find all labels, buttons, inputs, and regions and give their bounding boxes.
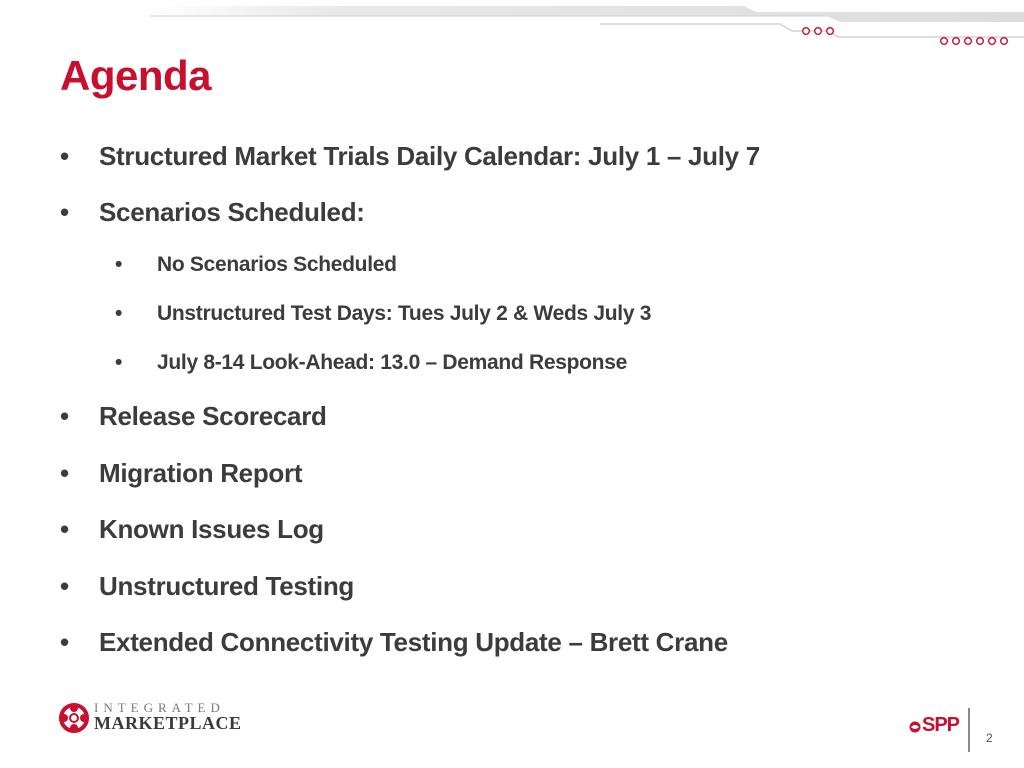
agenda-subitem-text: Unstructured Test Days: Tues July 2 & Weds July 3: [157, 302, 652, 325]
header-decoration: [0, 0, 1024, 50]
bullet-icon: •: [115, 351, 123, 374]
bullet-icon: •: [60, 627, 69, 657]
logo-text-bottom: MARKETPLACE: [94, 713, 242, 733]
agenda-subitem-text: No Scenarios Scheduled: [157, 253, 397, 276]
bullet-icon: •: [60, 197, 69, 227]
agenda-item-text: Extended Connectivity Testing Update – Brett Crane: [99, 627, 728, 657]
agenda-item-text: Scenarios Scheduled:: [99, 197, 365, 227]
integrated-marketplace-logo: [58, 700, 258, 736]
marketplace-emblem-icon: [58, 702, 90, 734]
bullet-icon: •: [115, 253, 123, 276]
bullet-icon: •: [115, 302, 123, 325]
agenda-item-text: Known Issues Log: [99, 514, 324, 544]
footer-divider: [968, 708, 970, 752]
agenda-item-text: Unstructured Testing: [99, 571, 354, 601]
agenda-item-text: Migration Report: [99, 458, 303, 488]
spp-logo: [908, 712, 964, 742]
bullet-icon: •: [60, 141, 69, 171]
bullet-icon: •: [60, 571, 69, 601]
page-number: 2: [986, 731, 993, 745]
slide-title: Agenda: [60, 52, 212, 99]
agenda-item-text: Structured Market Trials Daily Calendar: July 1 – July 7: [99, 141, 760, 171]
spp-logo-text: SPP: [922, 714, 960, 736]
agenda-subitem-text: July 8-14 Look-Ahead: 13.0 – Demand Response: [157, 351, 627, 374]
bullet-icon: •: [60, 458, 69, 488]
spp-swirl-icon: [908, 720, 922, 734]
bullet-icon: •: [60, 401, 69, 431]
agenda-item-text: Release Scorecard: [99, 401, 327, 431]
logo-text-top: INTEGRATED: [94, 700, 225, 715]
bullet-icon: •: [60, 514, 69, 544]
